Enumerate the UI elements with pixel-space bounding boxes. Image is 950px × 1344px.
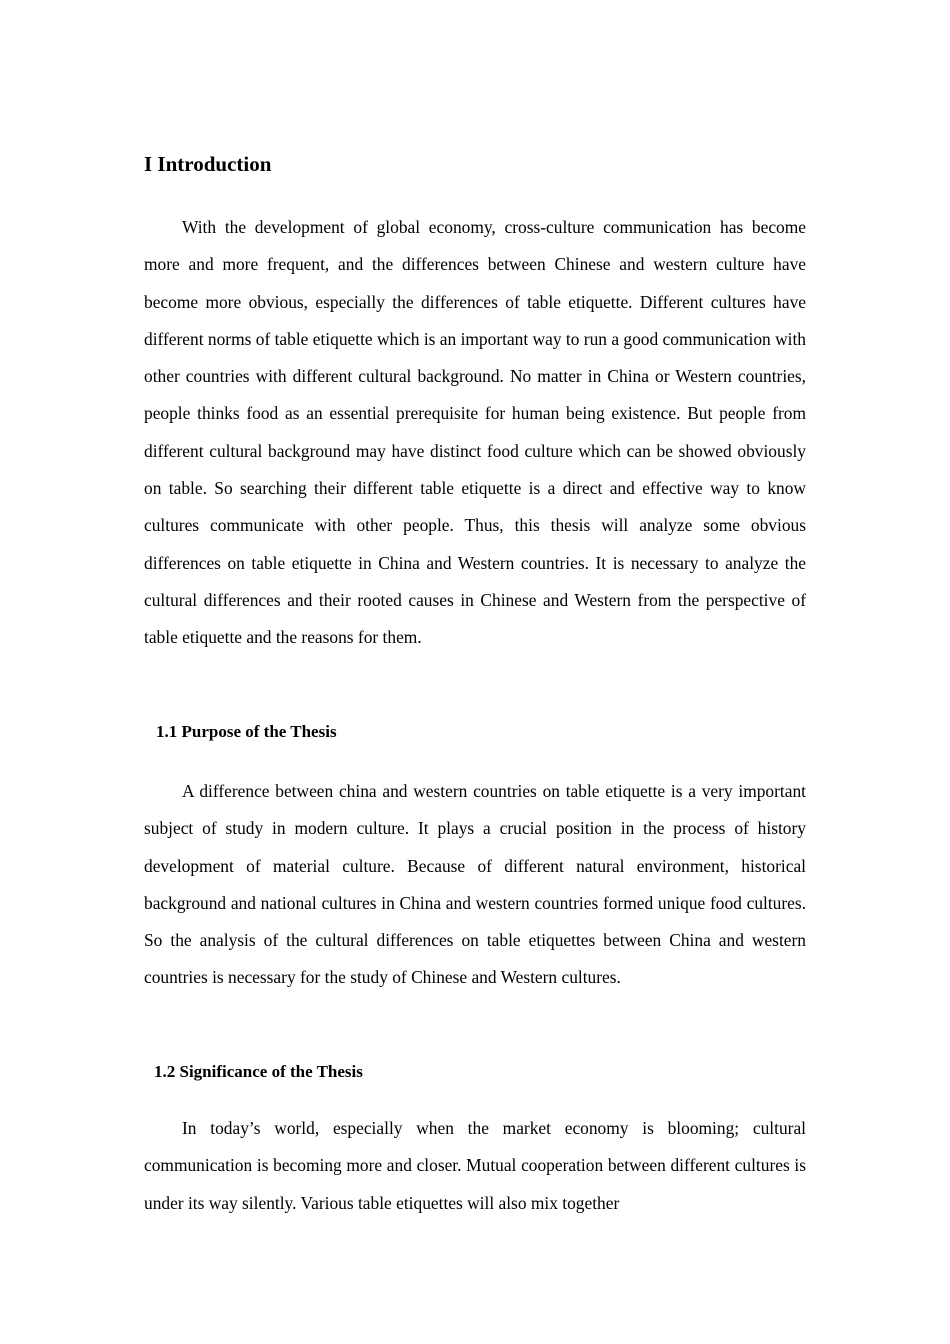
- section-heading-purpose: 1.1 Purpose of the Thesis: [156, 722, 337, 741]
- section-heading-significance: 1.2 Significance of the Thesis: [154, 1062, 363, 1081]
- intro-paragraph: With the development of global economy, cross-culture communication has become more and more frequent, and the differences between Chinese and western culture have become more obvious, especially the differences of table etiquette. Different cultures have different norms of table etiquette which is an important way to run a good communication with other countries with different cultural background. No matter in China or Western countries, people thinks food as an essential prerequisite for human being existence. But people from different cultural background may have distinct food culture which can be showed obviously on table. So searching their different table etiquette is a direct and effective way to know cultures communicate with other people. Thus, this thesis will analyze some obvious differences on table etiquette in China and Western countries. It is necessary to analyze the cultural differences and their rooted causes in Chinese and Western from the perspective of table etiquette and the reasons for them.: [144, 217, 806, 648]
- chapter-heading: I Introduction: [144, 152, 272, 176]
- purpose-paragraph: A difference between china and western countries on table etiquette is a very important subject of study in modern culture. It plays a crucial position in the process of history development of material culture. Because of different natural environment, historical background and national cultures in China and western countries formed unique food cultures. So the analysis of the cultural differences on table etiquettes between China and western countries is necessary for the study of Chinese and Western cultures.: [144, 781, 806, 988]
- significance-paragraph: In today’s world, especially when the market economy is blooming; cultural communication is becoming more and closer. Mutual cooperation between different cultures is under its way silently. Various table etiquettes will also mix together: [144, 1118, 806, 1213]
